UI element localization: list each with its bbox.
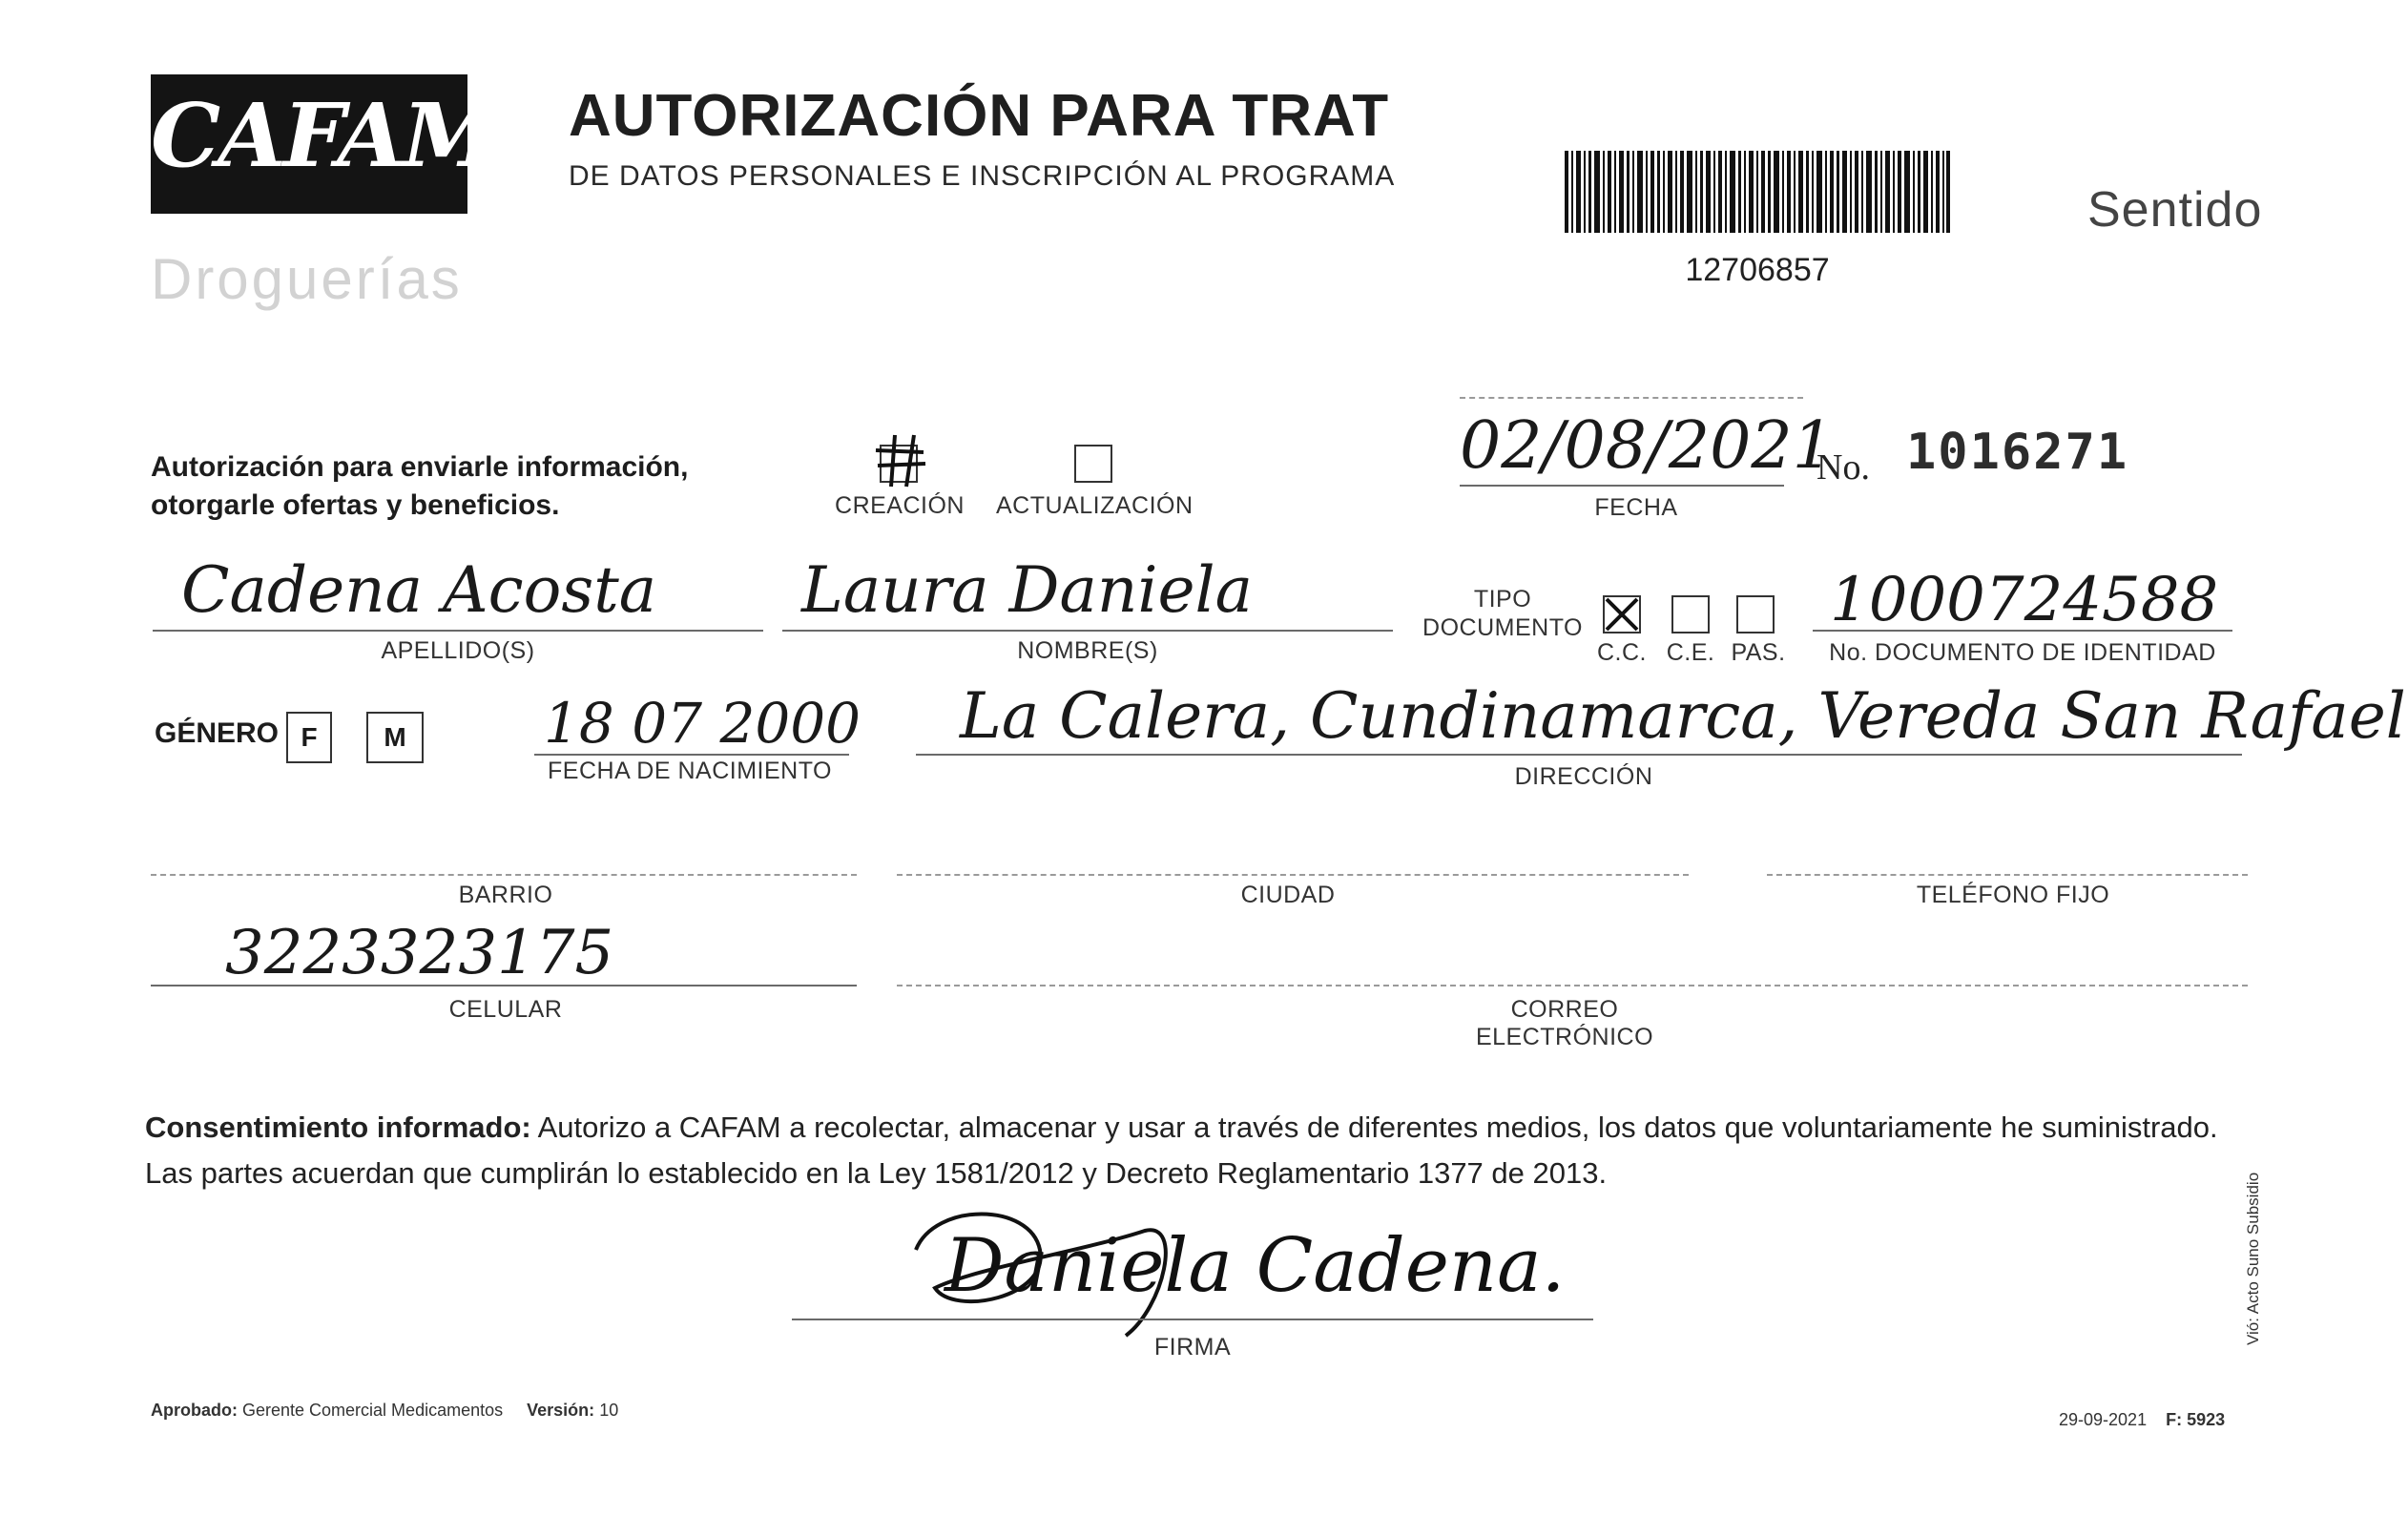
- apellidos-line: [153, 630, 763, 632]
- genero-m-checkbox[interactable]: M: [366, 712, 424, 763]
- side-text: Vió: Acto Suno Subsidio: [2244, 1172, 2262, 1345]
- program-logo: Sentido: [2087, 182, 2263, 238]
- aprobado-value: Gerente Comercial Medicamentos: [242, 1401, 504, 1420]
- ciudad-label: CIUDAD: [1240, 882, 1336, 908]
- nombres-label: NOMBRE(S): [1017, 637, 1158, 664]
- direccion-line: [916, 754, 2242, 756]
- cc-label: C.C.: [1597, 639, 1647, 666]
- form-number-value: 1016271: [1906, 424, 2129, 481]
- barrio-label: BARRIO: [458, 882, 553, 908]
- cc-check-mark: [1603, 595, 1641, 633]
- authorization-text-line2: otorgarle ofertas y beneficios.: [151, 489, 560, 521]
- direccion-value: La Calera, Cundinamarca, Vereda San Rafael: [960, 679, 2406, 753]
- fecha-value: 02/08/2021: [1460, 408, 1834, 484]
- correo-label: CORREO ELECTRÓNICO: [1475, 996, 1654, 1050]
- creacion-label: CREACIÓN: [835, 492, 965, 519]
- telefono-label: TELÉFONO FIJO: [1916, 882, 2110, 908]
- documento-line: [1813, 630, 2232, 632]
- tipo-documento-label-1: TIPO: [1473, 586, 1532, 613]
- apellidos-value: Cadena Acosta: [181, 553, 657, 627]
- actualizacion-label: ACTUALIZACIÓN: [996, 492, 1194, 519]
- documento-label: No. DOCUMENTO DE IDENTIDAD: [1829, 639, 2216, 666]
- aprobado-label: Aprobado:: [151, 1401, 238, 1420]
- signature-value: Daniela Cadena.: [945, 1223, 1566, 1309]
- form-subtitle: DE DATOS PERSONALES E INSCRIPCIÓN AL PROGRAMA: [569, 160, 1396, 192]
- direccion-label: DIRECCIÓN: [1514, 763, 1653, 790]
- barcode-number: 12706857: [1685, 252, 1830, 288]
- genero-label: GÉNERO: [155, 717, 280, 749]
- consent-paragraph: [145, 1105, 2282, 1196]
- logo-subtext: Droguerías: [151, 247, 463, 311]
- form-title: AUTORIZACIÓN PARA TRAT: [569, 83, 1390, 149]
- barrio-line: [151, 874, 857, 876]
- form-number-label: No.: [1816, 447, 1870, 488]
- genero-f-checkbox[interactable]: F: [286, 712, 332, 763]
- nombres-line: [782, 630, 1393, 632]
- authorization-text: [151, 448, 688, 525]
- ce-checkbox[interactable]: [1671, 595, 1710, 633]
- ce-label: C.E.: [1666, 639, 1715, 666]
- celular-value: 3223323175: [225, 918, 614, 988]
- date-code: 29-09-2021: [2059, 1410, 2148, 1429]
- fecha-top-dash: [1460, 397, 1803, 399]
- pas-label: PAS.: [1731, 639, 1786, 666]
- creacion-check-mark: [866, 431, 933, 488]
- f-code: F: 5923: [2166, 1410, 2226, 1429]
- firma-label: FIRMA: [1153, 1334, 1232, 1360]
- footer-approval: [151, 1401, 618, 1421]
- fecha-line: [1460, 485, 1784, 487]
- consent-text-1: Autorizo a CAFAM a recolectar, almacenar y usar a través de diferentes medios, los datos que voluntariamente he suministrado.: [530, 1111, 2218, 1144]
- version-value: 10: [599, 1401, 619, 1420]
- footer-codes: [2059, 1410, 2225, 1430]
- tipo-documento-label-2: DOCUMENTO: [1422, 614, 1583, 641]
- celular-line: [151, 985, 857, 986]
- fecha-label: FECHA: [1594, 494, 1678, 521]
- apellidos-label: APELLIDO(S): [381, 637, 535, 664]
- logo-text: CAFAM: [151, 84, 497, 187]
- documento-value: 1000724588: [1830, 565, 2219, 635]
- nacimiento-value: 18 07 2000: [544, 691, 861, 756]
- ciudad-line: [897, 874, 1689, 876]
- nacimiento-line: [534, 754, 849, 756]
- telefono-line: [1767, 874, 2248, 876]
- version-label: Versión:: [527, 1401, 595, 1420]
- celular-label: CELULAR: [448, 996, 563, 1023]
- nombres-value: Laura Daniela: [801, 553, 1253, 627]
- barcode: [1565, 151, 1950, 233]
- authorization-text-line1: Autorización para enviarle información,: [151, 451, 689, 483]
- consent-text-2: Las partes acuerdan que cumplirán lo establecido en la Ley 1581/2012 y Decreto Reglamentario 1377 de 2013.: [145, 1156, 1608, 1190]
- firma-line: [792, 1319, 1593, 1320]
- nacimiento-label: FECHA DE NACIMIENTO: [548, 758, 832, 784]
- actualizacion-checkbox[interactable]: [1074, 445, 1112, 483]
- correo-line: [897, 985, 2248, 986]
- consent-heading: Consentimiento informado:: [145, 1111, 531, 1144]
- pas-checkbox[interactable]: [1736, 595, 1775, 633]
